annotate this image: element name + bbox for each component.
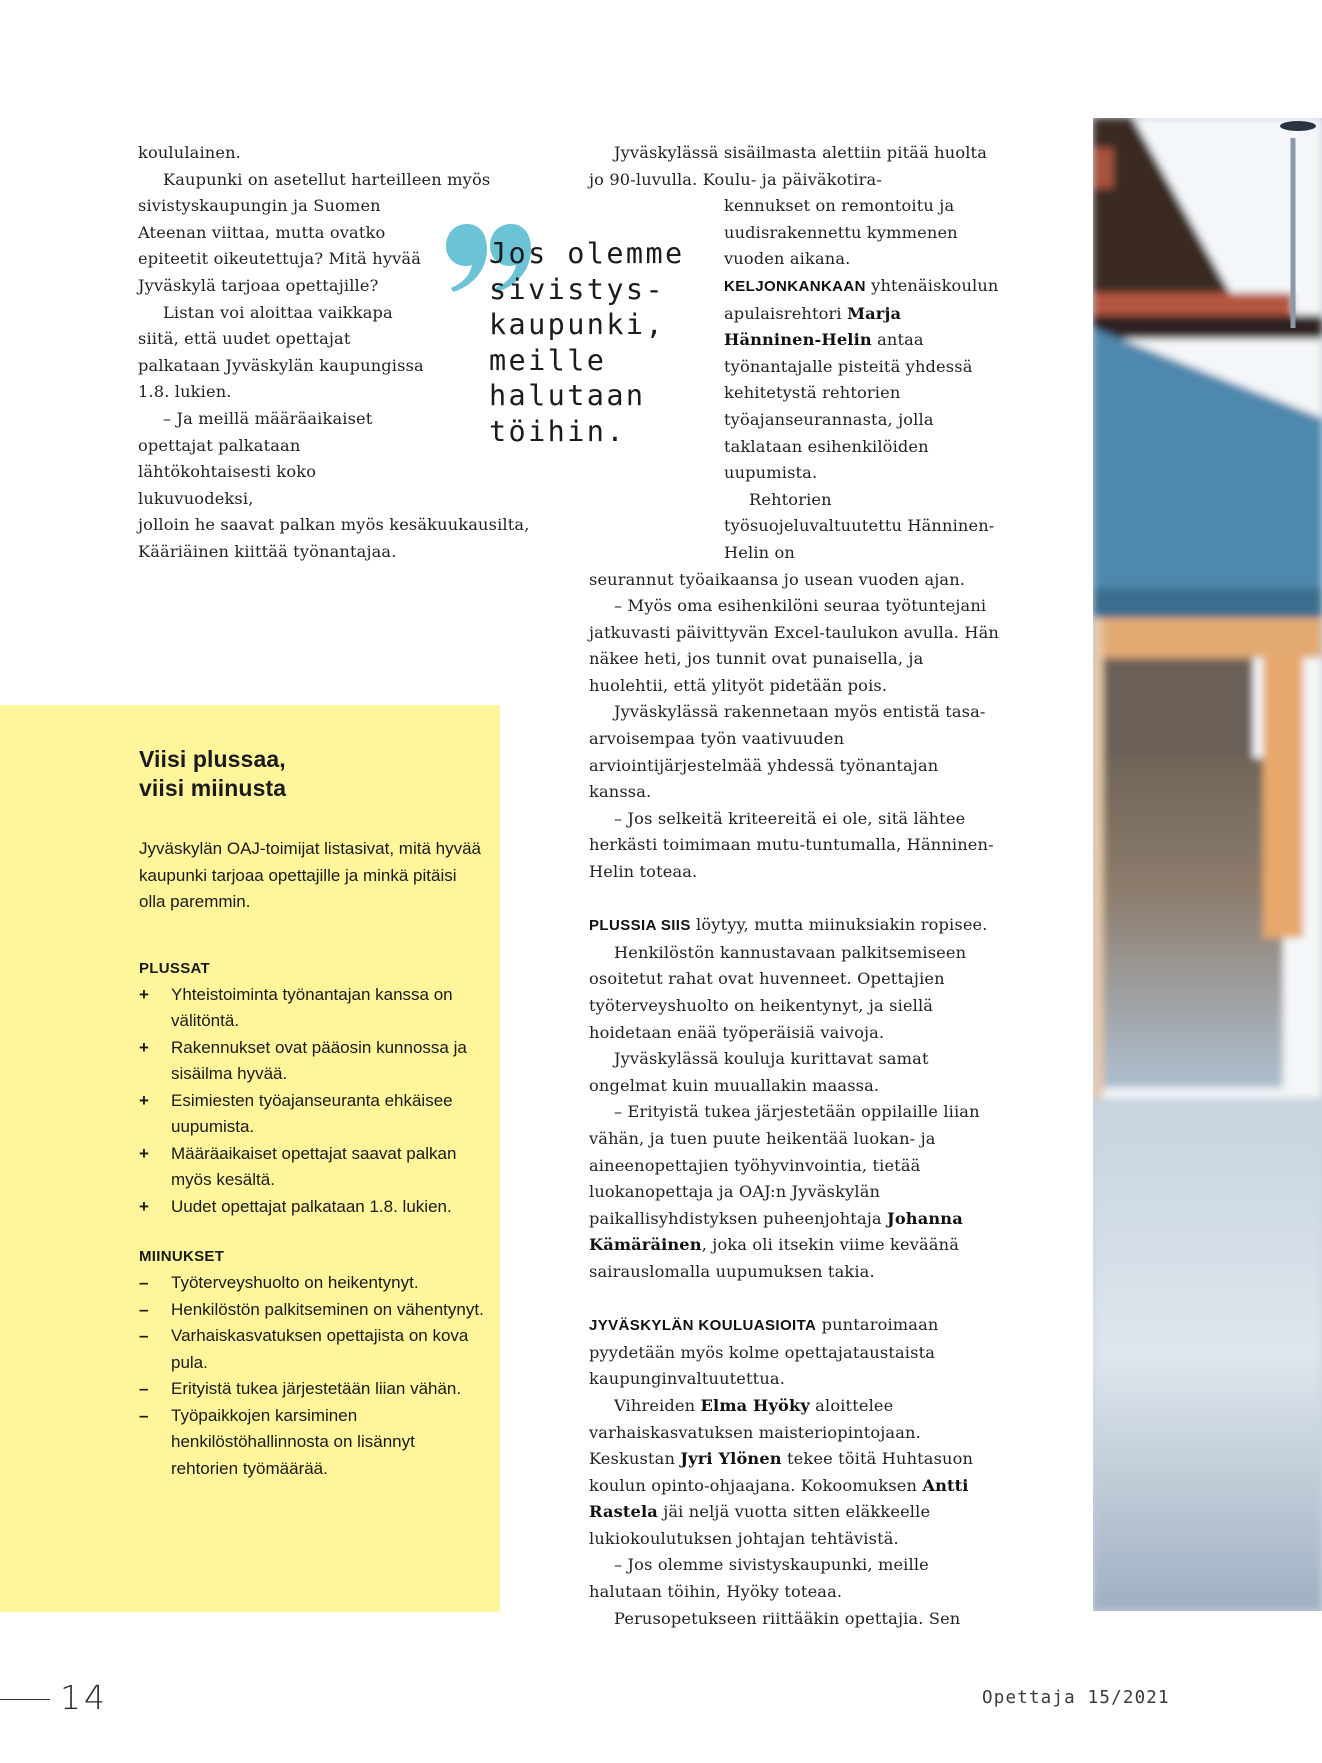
text: tekee töitä Huhtasuon koulun opinto-ohjaajana. Kokoomuksen bbox=[589, 1449, 974, 1495]
paragraph: – Ja meillä määräaikaiset opettajat palkataan lähtökohtaisesti koko lukuvuodeksi, bbox=[138, 408, 373, 508]
article-column-left bbox=[138, 140, 533, 566]
paragraph: – Jos olemme sivistyskaupunki, meille halutaan töihin, Hyöky toteaa. bbox=[589, 1555, 929, 1602]
paragraph bbox=[724, 273, 1001, 487]
minus-icon: – bbox=[139, 1273, 149, 1292]
plus-item bbox=[139, 1141, 484, 1194]
paragraph: koululainen. bbox=[138, 143, 241, 162]
paragraph bbox=[589, 1393, 1001, 1553]
plus-icon: + bbox=[139, 984, 149, 1004]
lamp-head bbox=[1280, 121, 1316, 131]
text: löytyy, mutta miinuksiakin ropisee. bbox=[690, 915, 988, 935]
person-name: Elma Hyöky bbox=[700, 1395, 810, 1415]
minus-icon: – bbox=[139, 1405, 149, 1425]
text: puntaroimaan pyydetään myös kolme opettajataustaista kaupunginvaltuutettua. bbox=[589, 1315, 939, 1389]
paragraph: – Myös oma esihenkilöni seuraa työtuntejani jatkuvasti päivittyvän Excel-taulukon avulla. Hän näkee heti, jos tunnit ovat punaisella, ja huolehtii, että ylityöt pidetään pois. bbox=[589, 596, 999, 695]
article-column-right bbox=[589, 140, 1001, 1632]
paragraph: – Jos selkeitä kriteereitä ei ole, sitä lähtee herkästi toimimaan mutu-tuntumalla, Hänninen-Helin toteaa. bbox=[589, 808, 994, 882]
text: yhtenäiskoulun apulaisrehtori bbox=[724, 275, 999, 323]
person-name: Johanna Kämäräinen bbox=[589, 1208, 963, 1255]
minus-item bbox=[139, 1270, 484, 1297]
minus-item-text: Varhaiskasvatuksen opettajista on kova pula. bbox=[171, 1326, 469, 1372]
minus-icon: – bbox=[139, 1299, 149, 1319]
plus-item-text: Uudet opettajat palkataan 1.8. lukien. bbox=[171, 1196, 452, 1216]
minus-item-text: Työpaikkojen karsiminen henkilöstöhallinnosta on lisännyt rehtorien työmäärää. bbox=[171, 1405, 415, 1478]
text: Vihreiden bbox=[614, 1395, 701, 1415]
paragraph: seurannut työaikaansa jo usean vuoden ajan. bbox=[589, 569, 966, 589]
minus-icon: – bbox=[139, 1326, 149, 1345]
lead-in: JYVÄSKYLÄN KOULUASIOITA bbox=[589, 1317, 817, 1335]
plus-item bbox=[139, 1088, 484, 1141]
pull-quote-text: Jos olemme sivistys- kaupunki, meille halutaan töihin. bbox=[489, 237, 685, 448]
text: antaa työnantajalle pisteitä yhdessä kehitetystä rehtorien työajanseurannasta, jolla taklataan esihenkilöiden uupumista. bbox=[724, 330, 973, 483]
minuses-heading: MIINUKSET bbox=[139, 1248, 225, 1265]
plus-item bbox=[139, 982, 484, 1035]
text: – Erityistä tukea järjestetään oppilaille liian vähän, ja tuen puute heikentää luokan- ja aineenopettajien työhyvinvointia, tietää luokanopettaja ja OAJ:n Jyväskylän paikallisyhdistyksen puheenjohtaja bbox=[589, 1102, 980, 1228]
plus-item-text: Esimiesten työajanseuranta ehkäisee uupumista. bbox=[171, 1090, 453, 1136]
paragraph: Jyväskylässä sisäilmasta alettiin pitää huolta jo 90-luvulla. Koulu- ja päiväkotira- bbox=[589, 143, 987, 189]
magazine-issue: Opettaja 15/2021 bbox=[982, 1688, 1170, 1708]
minus-item bbox=[139, 1403, 484, 1483]
roof-shadow bbox=[1093, 315, 1322, 339]
text: aloittelee varhaiskasvatuksen maisteriopintojaan. Keskustan bbox=[589, 1395, 921, 1469]
plus-item-text: Rakennukset ovat pääosin kunnossa ja sisäilma hyvää. bbox=[171, 1037, 467, 1083]
paragraph: Perusopetukseen riittääkin opettajia. Sen bbox=[614, 1608, 961, 1628]
minus-item bbox=[139, 1297, 484, 1324]
stairs bbox=[1103, 758, 1283, 1088]
plus-item bbox=[139, 1035, 484, 1088]
fact-box-intro: Jyväskylän OAJ-toimijat listasivat, mitä hyvää kaupunki tarjoaa opettajille ja minkä pitäisi olla paremmin. bbox=[139, 839, 481, 911]
paragraph bbox=[589, 1312, 1001, 1393]
pluses-heading: PLUSSAT bbox=[139, 959, 210, 977]
text: jäi neljä vuotta sitten eläkkeelle lukiokoulutuksen johtajan tehtävistä. bbox=[589, 1502, 931, 1548]
paragraph bbox=[589, 1099, 1001, 1285]
spacer bbox=[589, 1286, 1001, 1313]
person-name: Jyri Ylönen bbox=[680, 1449, 782, 1469]
paragraph: Jyväskylässä kouluja kurittavat samat ongelmat kuin muuallakin maassa. bbox=[589, 1049, 929, 1095]
plus-icon: + bbox=[139, 1090, 149, 1110]
paragraph: Rehtorien työsuojeluvaltuutettu Hänninen-Helin on bbox=[724, 489, 995, 562]
paragraph: Kaupunki on asetellut harteilleen myös bbox=[163, 169, 491, 189]
paragraph: Jyväskylässä rakennetaan myös entistä tasa-arvoisempaa työn vaativuuden arviointijärjestelmää yhdessä työnantajan kanssa. bbox=[589, 702, 986, 802]
pillar bbox=[1263, 658, 1303, 938]
title-line: viisi miinusta bbox=[139, 775, 287, 801]
plus-icon: + bbox=[139, 1196, 149, 1216]
plus-icon: + bbox=[139, 1037, 149, 1057]
pluses-list bbox=[139, 982, 484, 1221]
lead-in: KELJONKANKAAN bbox=[724, 277, 866, 295]
paragraph: jolloin he saavat palkan myös kesäkuukausilta, Kääriäinen kiittää työnantajaa. bbox=[138, 515, 530, 561]
plus-icon: + bbox=[139, 1143, 149, 1163]
pillar-left bbox=[1093, 618, 1103, 1118]
paragraph: kennukset on remontoitu ja uudisrakennettu kymmenen vuoden aikana. bbox=[724, 196, 958, 269]
minuses-list bbox=[139, 1270, 484, 1482]
article-photo bbox=[1093, 118, 1322, 1611]
paragraph: sivistyskaupungin ja Suomen Ateenan viittaa, mutta ovatko epiteetit oikeutettuja? Mitä hyvää Jyväskylä tarjoaa opettajille? bbox=[138, 196, 422, 295]
minus-item bbox=[139, 1323, 484, 1376]
page-number: 14 bbox=[60, 1678, 108, 1717]
person-name: Antti Rastela bbox=[589, 1475, 969, 1522]
gravel-ground bbox=[1093, 1098, 1322, 1611]
plus-item-text: Yhteistoiminta työnantajan kanssa on välitöntä. bbox=[171, 984, 453, 1030]
paragraph bbox=[589, 912, 1001, 940]
lead-in: PLUSSIA SIIS bbox=[589, 917, 691, 935]
fact-box bbox=[0, 705, 500, 1612]
minus-item-text: Erityistä tukea järjestetään liian vähän. bbox=[171, 1379, 462, 1398]
paragraph: Listan voi aloittaa vaikkapa siitä, että uudet opettajat palkataan Jyväskylän kaupungissa 1.8. lukien. bbox=[138, 302, 424, 402]
spacer bbox=[589, 886, 1001, 913]
title-line: Viisi plussaa, bbox=[139, 746, 286, 772]
roof-edge bbox=[1093, 588, 1322, 618]
text: , joka oli itsekin viime keväänä sairauslomalla uupumuksen takia. bbox=[589, 1235, 960, 1281]
photo-school-building bbox=[1093, 118, 1322, 1611]
fact-box-title bbox=[139, 745, 484, 803]
minus-item bbox=[139, 1376, 484, 1403]
minus-item-text: Työterveyshuolto on heikentynyt. bbox=[171, 1273, 419, 1292]
minus-item-text: Henkilöstön palkitseminen on vähentynyt. bbox=[171, 1299, 484, 1319]
beam bbox=[1093, 618, 1322, 658]
minus-icon: – bbox=[139, 1379, 149, 1398]
paragraph: Henkilöstön kannustavaan palkitsemiseen osoitetut rahat ovat huvenneet. Opettajien työterveyshuolto on heikentynyt, ja siellä hoidetaan enää työperäisiä vaivoja. bbox=[589, 942, 967, 1042]
plus-item bbox=[139, 1194, 484, 1221]
roof-trim bbox=[1093, 148, 1113, 188]
footer-rule bbox=[0, 1699, 50, 1700]
person-name: Marja Hänninen-Helin bbox=[724, 303, 902, 350]
plus-item-text: Määräaikaiset opettajat saavat palkan myös kesältä. bbox=[171, 1143, 457, 1189]
roof-fascia bbox=[1093, 293, 1293, 315]
